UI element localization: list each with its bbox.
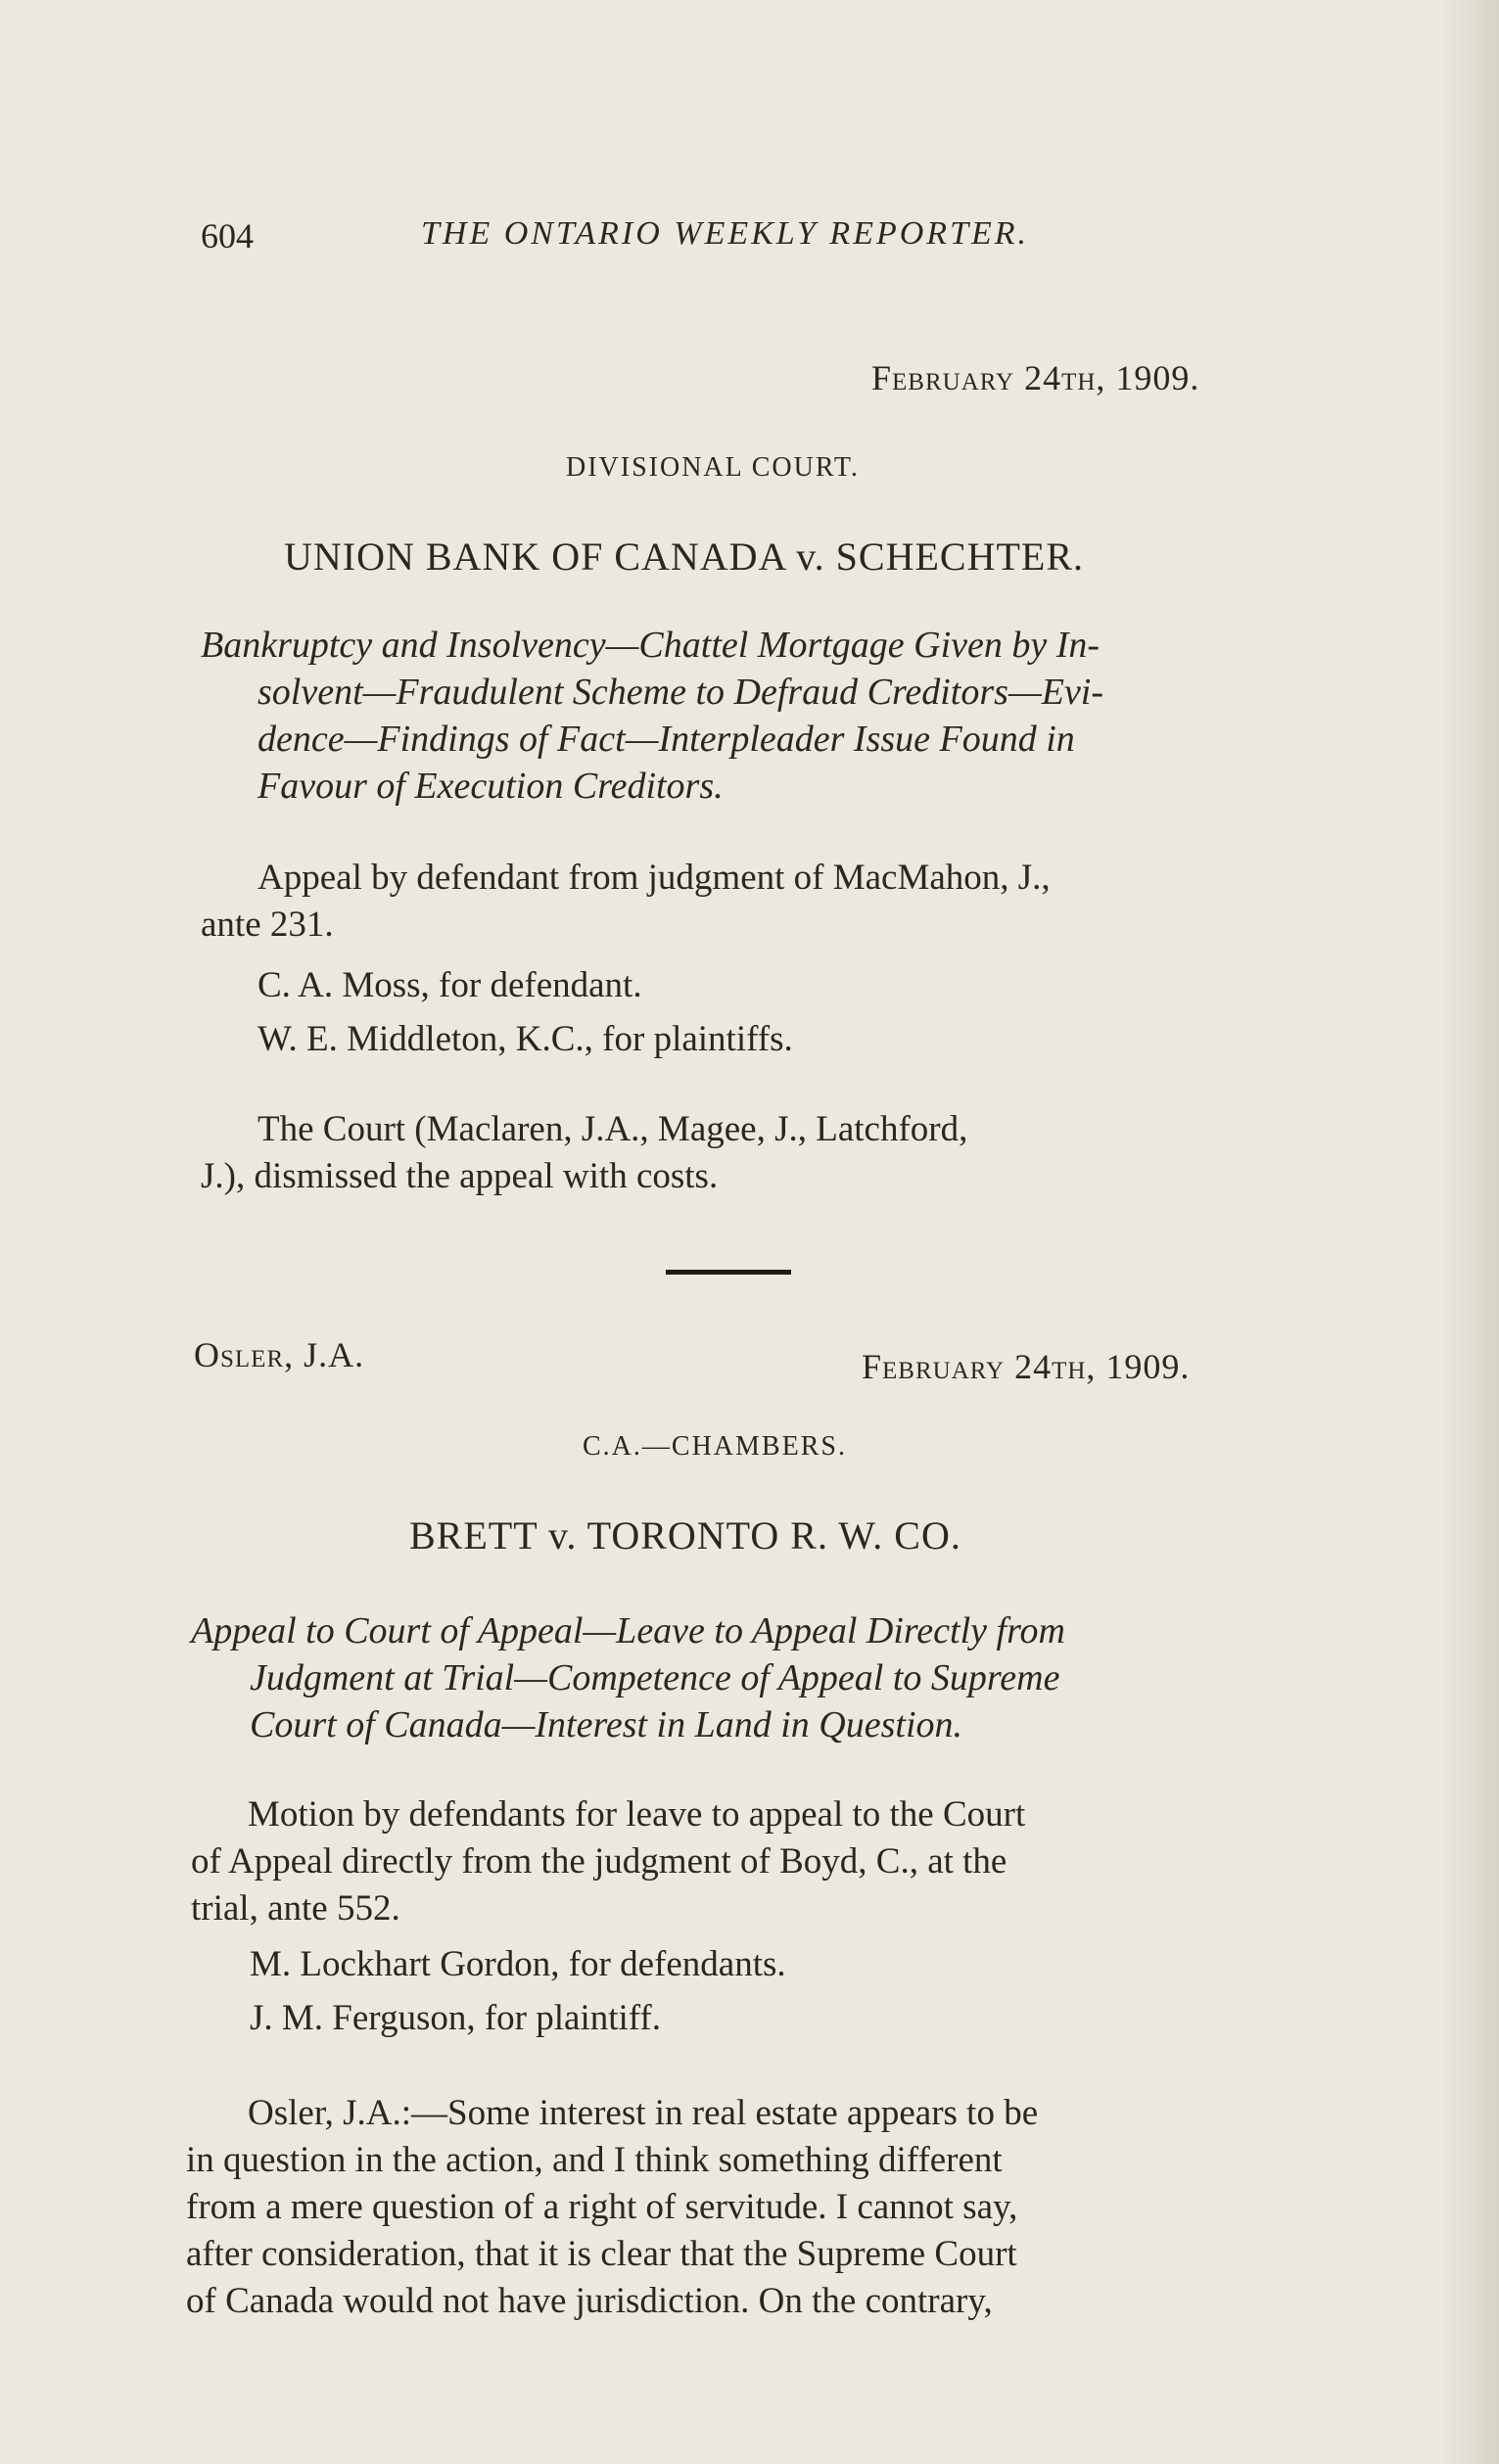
case2-judge: Osler, J.A. [194,1335,365,1374]
case1-decision-line: J.), dismissed the appeal with costs. [201,1156,719,1196]
case2-opinion-line: in question in the action, and I think something different [186,2140,1003,2180]
case2-court: C.A.—CHAMBERS. [583,1431,847,1462]
case1-decision-line: The Court (Maclaren, J.A., Magee, J., Latchford, [258,1109,968,1149]
case2-opinion-line: after consideration, that it is clear that the Supreme Court [186,2234,1017,2274]
case2-motion-line: trial, ante 552. [191,1888,400,1929]
case1-headnote-line: Bankruptcy and Insolvency—Chattel Mortgage Given by In- [201,625,1101,666]
case2-opinion-paragraph [186,2090,1038,2325]
running-head: THE ONTARIO WEEKLY REPORTER. [421,215,1030,252]
case1-counsel-defendant: C. A. Moss, for defendant. [258,965,642,1005]
case1-appeal-line: ante 231. [201,905,334,945]
case2-motion-paragraph [191,1791,1025,1932]
case2-counsel-defendants: M. Lockhart Gordon, for defendants. [250,1944,786,1984]
case1-appeal-line: Appeal by defendant from judgment of MacMahon, J., [258,858,1051,898]
page-edge-shadow [1440,0,1499,2464]
case1-title: UNION BANK OF CANADA v. SCHECHTER. [284,535,1085,579]
case1-court: DIVISIONAL COURT. [566,452,860,483]
case2-headnote [191,1607,1065,1748]
page-number: 604 [201,216,254,256]
case2-motion-line: of Appeal directly from the judgment of Boyd, C., at the [191,1841,1007,1882]
section-divider [666,1270,791,1275]
case2-date: February 24th, 1909. [862,1347,1191,1386]
case2-headnote-line: Judgment at Trial—Competence of Appeal to Supreme [250,1657,1060,1698]
case2-title: BRETT v. TORONTO R. W. CO. [409,1513,961,1557]
case2-motion-line: Motion by defendants for leave to appeal to the Court [248,1794,1026,1835]
case1-headnote-line: Favour of Execution Creditors. [258,766,724,807]
case1-headnote [201,622,1103,810]
case2-opinion-line: from a mere question of a right of servitude. I cannot say, [186,2187,1018,2227]
case2-opinion-line: Osler, J.A.:—Some interest in real estate appears to be [248,2093,1039,2133]
case1-date: February 24th, 1909. [871,358,1200,397]
case2-counsel-plaintiff: J. M. Ferguson, for plaintiff. [250,1998,662,2038]
case1-appeal-paragraph [201,855,1051,949]
case1-headnote-line: solvent—Fraudulent Scheme to Defraud Creditors—Evi- [258,672,1104,713]
case2-headnote-line: Court of Canada—Interest in Land in Question. [250,1704,963,1745]
case2-opinion-line: of Canada would not have jurisdiction. On the contrary, [186,2281,993,2321]
case1-headnote-line: dence—Findings of Fact—Interpleader Issue Found in [258,719,1075,760]
case1-decision-paragraph [201,1106,967,1200]
case2-headnote-line: Appeal to Court of Appeal—Leave to Appeal Directly from [191,1610,1065,1651]
case1-counsel-plaintiffs: W. E. Middleton, K.C., for plaintiffs. [258,1019,793,1059]
